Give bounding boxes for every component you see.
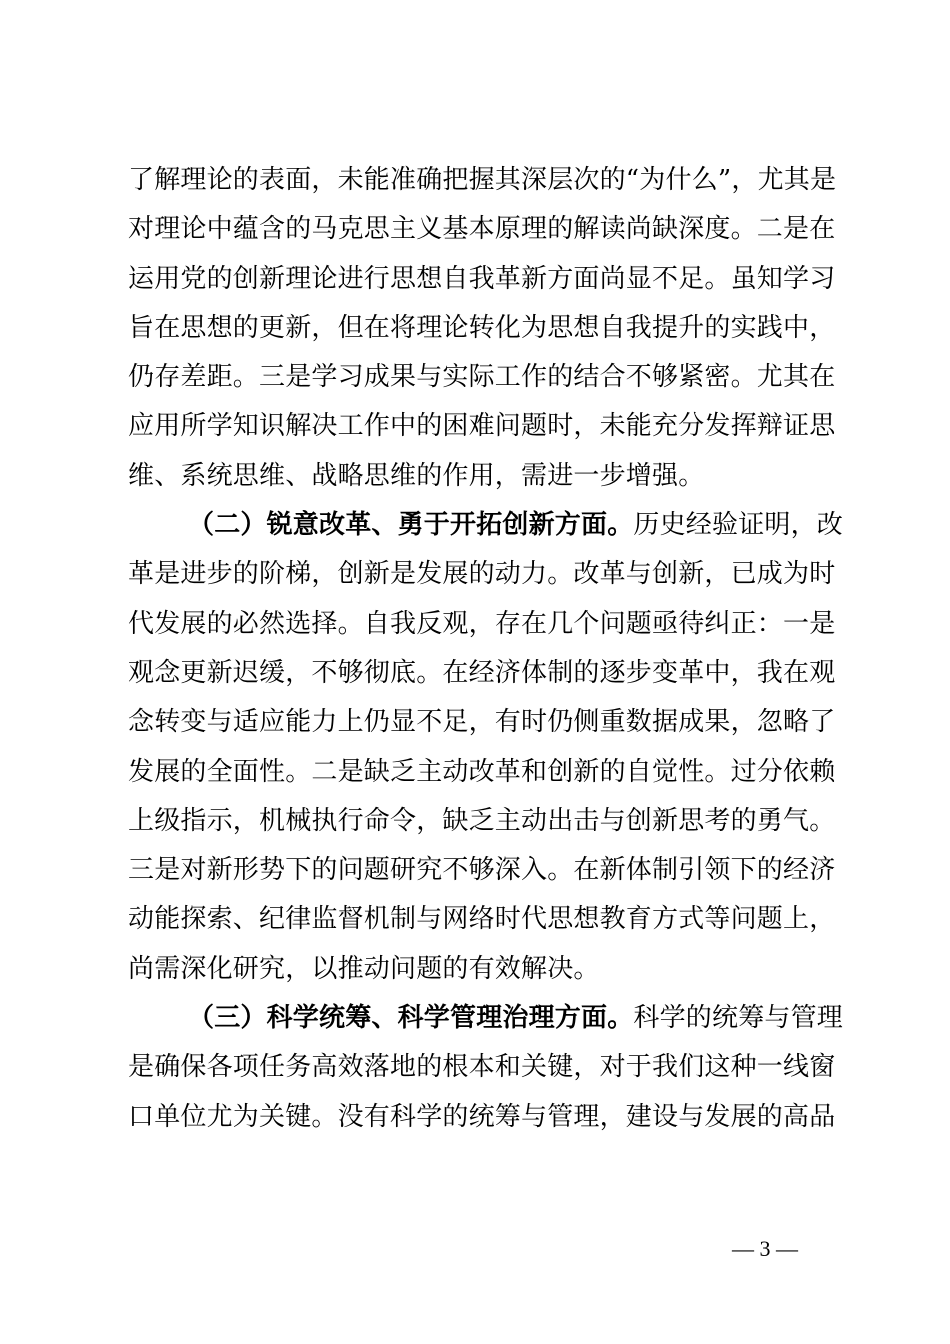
text-line: 口单位尤为关键。没有科学的统筹与管理，建设与发展的高品 [128,1101,836,1132]
text-line-segment: 历史经验证明，改 [633,510,844,541]
text-line: 维、系统思维、战略思维的作用，需进一步增强。 [128,460,705,491]
section-3-heading: （三）科学统筹、科学管理治理方面。 [188,1003,634,1034]
text-line: 是确保各项任务高效落地的根本和关键，对于我们这种一线窗 [128,1052,836,1083]
section-2-first-line [128,501,844,550]
text-line: 了解理论的表面，未能准确把握其深层次的“为什么”，尤其是 [128,165,837,195]
section-3-first-line [128,994,844,1043]
text-line: 上级指示，机械执行命令，缺乏主动出击与创新思考的勇气。 [128,805,836,836]
text-line: 革是进步的阶梯，创新是发展的动力。改革与创新，已成为时 [128,559,836,590]
text-line: 观念更新迟缓，不够彻底。在经济体制的逐步变革中，我在观 [128,657,836,688]
page-number: — 3 — [732,1236,798,1261]
text-line: 旨在思想的更新，但在将理论转化为思想自我提升的实践中， [128,312,836,343]
text-line: 尚需深化研究，以推动问题的有效解决。 [128,953,600,984]
text-line-segment: 科学的统筹与管理 [633,1003,844,1034]
text-line: 念转变与适应能力上仍显不足，有时仍侧重数据成果，忽略了 [128,707,836,738]
text-line: 三是对新形势下的问题研究不够深入。在新体制引领下的经济 [128,855,836,886]
text-line: 对理论中蕴含的马克思主义基本原理的解读尚缺深度。二是在 [128,214,836,245]
text-line: 仍存差距。三是学习成果与实际工作的结合不够紧密。尤其在 [128,362,836,393]
text-line: 动能探索、纪律监督机制与网络时代思想教育方式等问题上， [128,904,836,935]
section-2-heading: （二）锐意改革、勇于开拓创新方面。 [188,510,634,541]
text-line: 发展的全面性。二是缺乏主动改革和创新的自觉性。过分依赖 [128,756,836,787]
text-line: 运用党的创新理论进行思想自我革新方面尚显不足。虽知学习 [128,263,836,294]
text-line: 应用所学知识解决工作中的困难问题时，未能充分发挥辩证思 [128,411,836,442]
text-line: 代发展的必然选择。自我反观，存在几个问题亟待纠正：一是 [128,608,836,639]
document-body [128,156,844,1142]
